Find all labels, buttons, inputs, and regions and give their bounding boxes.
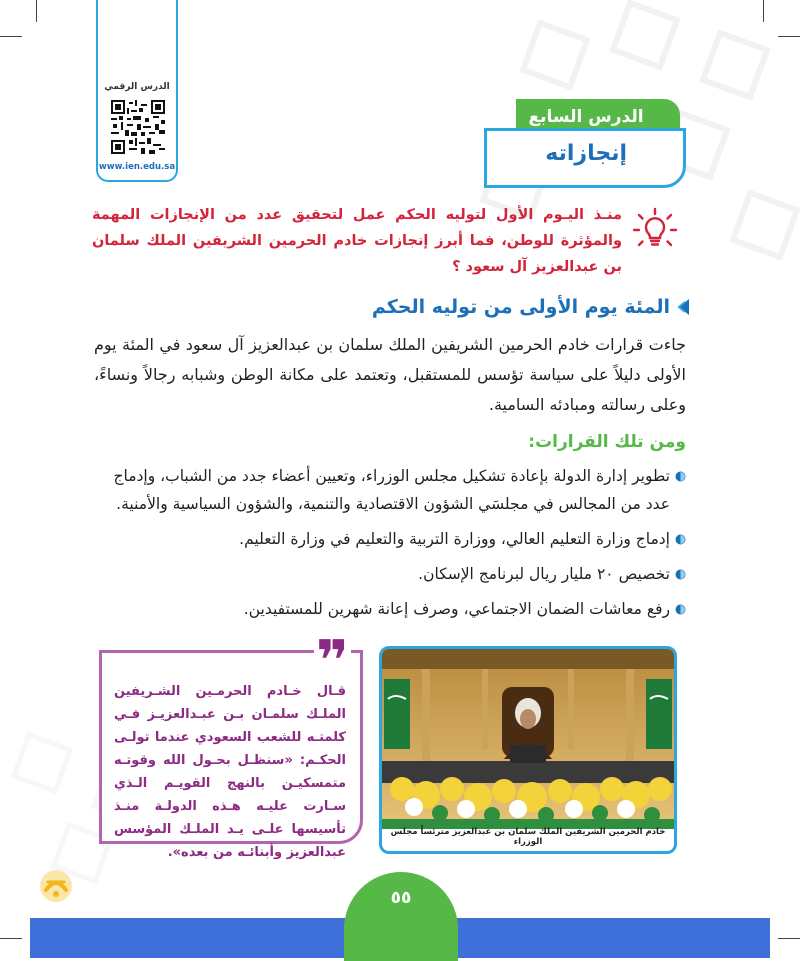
- list-item: [86, 560, 686, 588]
- page-number-badge: [344, 872, 458, 961]
- qr-code-icon[interactable]: [111, 100, 165, 154]
- list-item: [86, 462, 686, 518]
- bullet-icon: [675, 471, 686, 482]
- cabinet-meeting-photo: [379, 646, 677, 854]
- page-number: ٥٥: [390, 888, 412, 908]
- decisions-list: [86, 462, 686, 630]
- bullet-icon: [675, 569, 686, 580]
- qr-url-link[interactable]: www.ien.edu.sa: [98, 162, 176, 172]
- bullet-icon: [675, 604, 686, 615]
- list-item: [86, 525, 686, 553]
- list-item: [86, 595, 686, 623]
- crop-mark: [763, 0, 764, 22]
- king-photo-image: [382, 649, 674, 829]
- quote-icon: ❞: [316, 629, 349, 694]
- lesson-title: إنجازاته: [545, 141, 627, 166]
- crop-mark: [778, 36, 800, 37]
- crop-mark: [778, 938, 800, 939]
- decision-text: تخصيص ٢٠ مليار ريال لبرنامج الإسكان.: [418, 565, 670, 583]
- lightbulb-icon: [632, 207, 678, 253]
- section-paragraph: جاءت قرارات خادم الحرمين الشريفين الملك سلمان بن عبدالعزيز آل سعود في المئة يوم الأولى دليلاً على سياسة تؤسس للمستقبل، وتعتمد على مكانة الوطن وشبابه رجالاً ونساءً، وعلى رسالته ومبادئه السامية.: [94, 335, 686, 414]
- decision-text: رفع معاشات الضمان الاجتماعي، وصرف إعانة شهرين للمستفيدين.: [243, 600, 670, 618]
- qr-card-label: الدرس الرقمي: [104, 82, 170, 92]
- photo-caption: خادم الحرمين الشريفين الملك سلمان بن عبدالعزيز مترئساً مجلس الوزراء: [390, 827, 666, 847]
- crop-mark: [0, 36, 22, 37]
- lesson-number-label: الدرس السابع: [528, 107, 644, 127]
- lesson-title-box: [484, 128, 686, 188]
- section-heading: [300, 296, 690, 318]
- decision-text: إدماج وزارة التعليم العالي، ووزارة التربية والتعليم في وزارة التعليم.: [239, 530, 670, 548]
- decision-text: تطوير إدارة الدولة بإعادة تشكيل مجلس الوزراء، وتعيين أعضاء جدد من الشباب، وإدماج عدد من المجالس في مجلسَي الشؤون الاقتصادية والتنمية، والشؤون السياسية والأمنية.: [113, 467, 670, 513]
- decisions-subheading: ومن تلك القرارات:: [528, 432, 686, 452]
- publisher-logo-icon: [38, 868, 74, 904]
- crop-mark: [0, 938, 22, 939]
- chevron-left-icon: [676, 298, 690, 316]
- quote-text: قـال خـادم الحرمـين الشـريفين الملـك سلمـان بـن عبـدالعزيـز فـي كلمتـه للشعب السعودي عندما تولـى الحكـم: «سنظـل بحـول الله وقوتـه متمسكيـن بالنهج القويـم الـذي سـارت عليـه هـذه الدولـة منـذ تأسيسها علـى يـد الملـك المؤسس عبدالعزيز وأبنائـه من بعده».: [114, 684, 346, 860]
- digital-lesson-qr-card[interactable]: [96, 0, 178, 182]
- bullet-icon: [675, 534, 686, 545]
- opening-question: منـذ اليـوم الأول لتوليه الحكم عمل لتحقيق عدد من الإنجازات المهمة والمؤثرة للوطن، فما أبرز إنجازات خادم الحرمين الشريفين الملك سلمان بن عبدالعزيز آل سعود ؟: [92, 207, 622, 275]
- crop-mark: [36, 0, 37, 22]
- section-heading-text: المئة يوم الأولى من توليه الحكم: [371, 296, 670, 318]
